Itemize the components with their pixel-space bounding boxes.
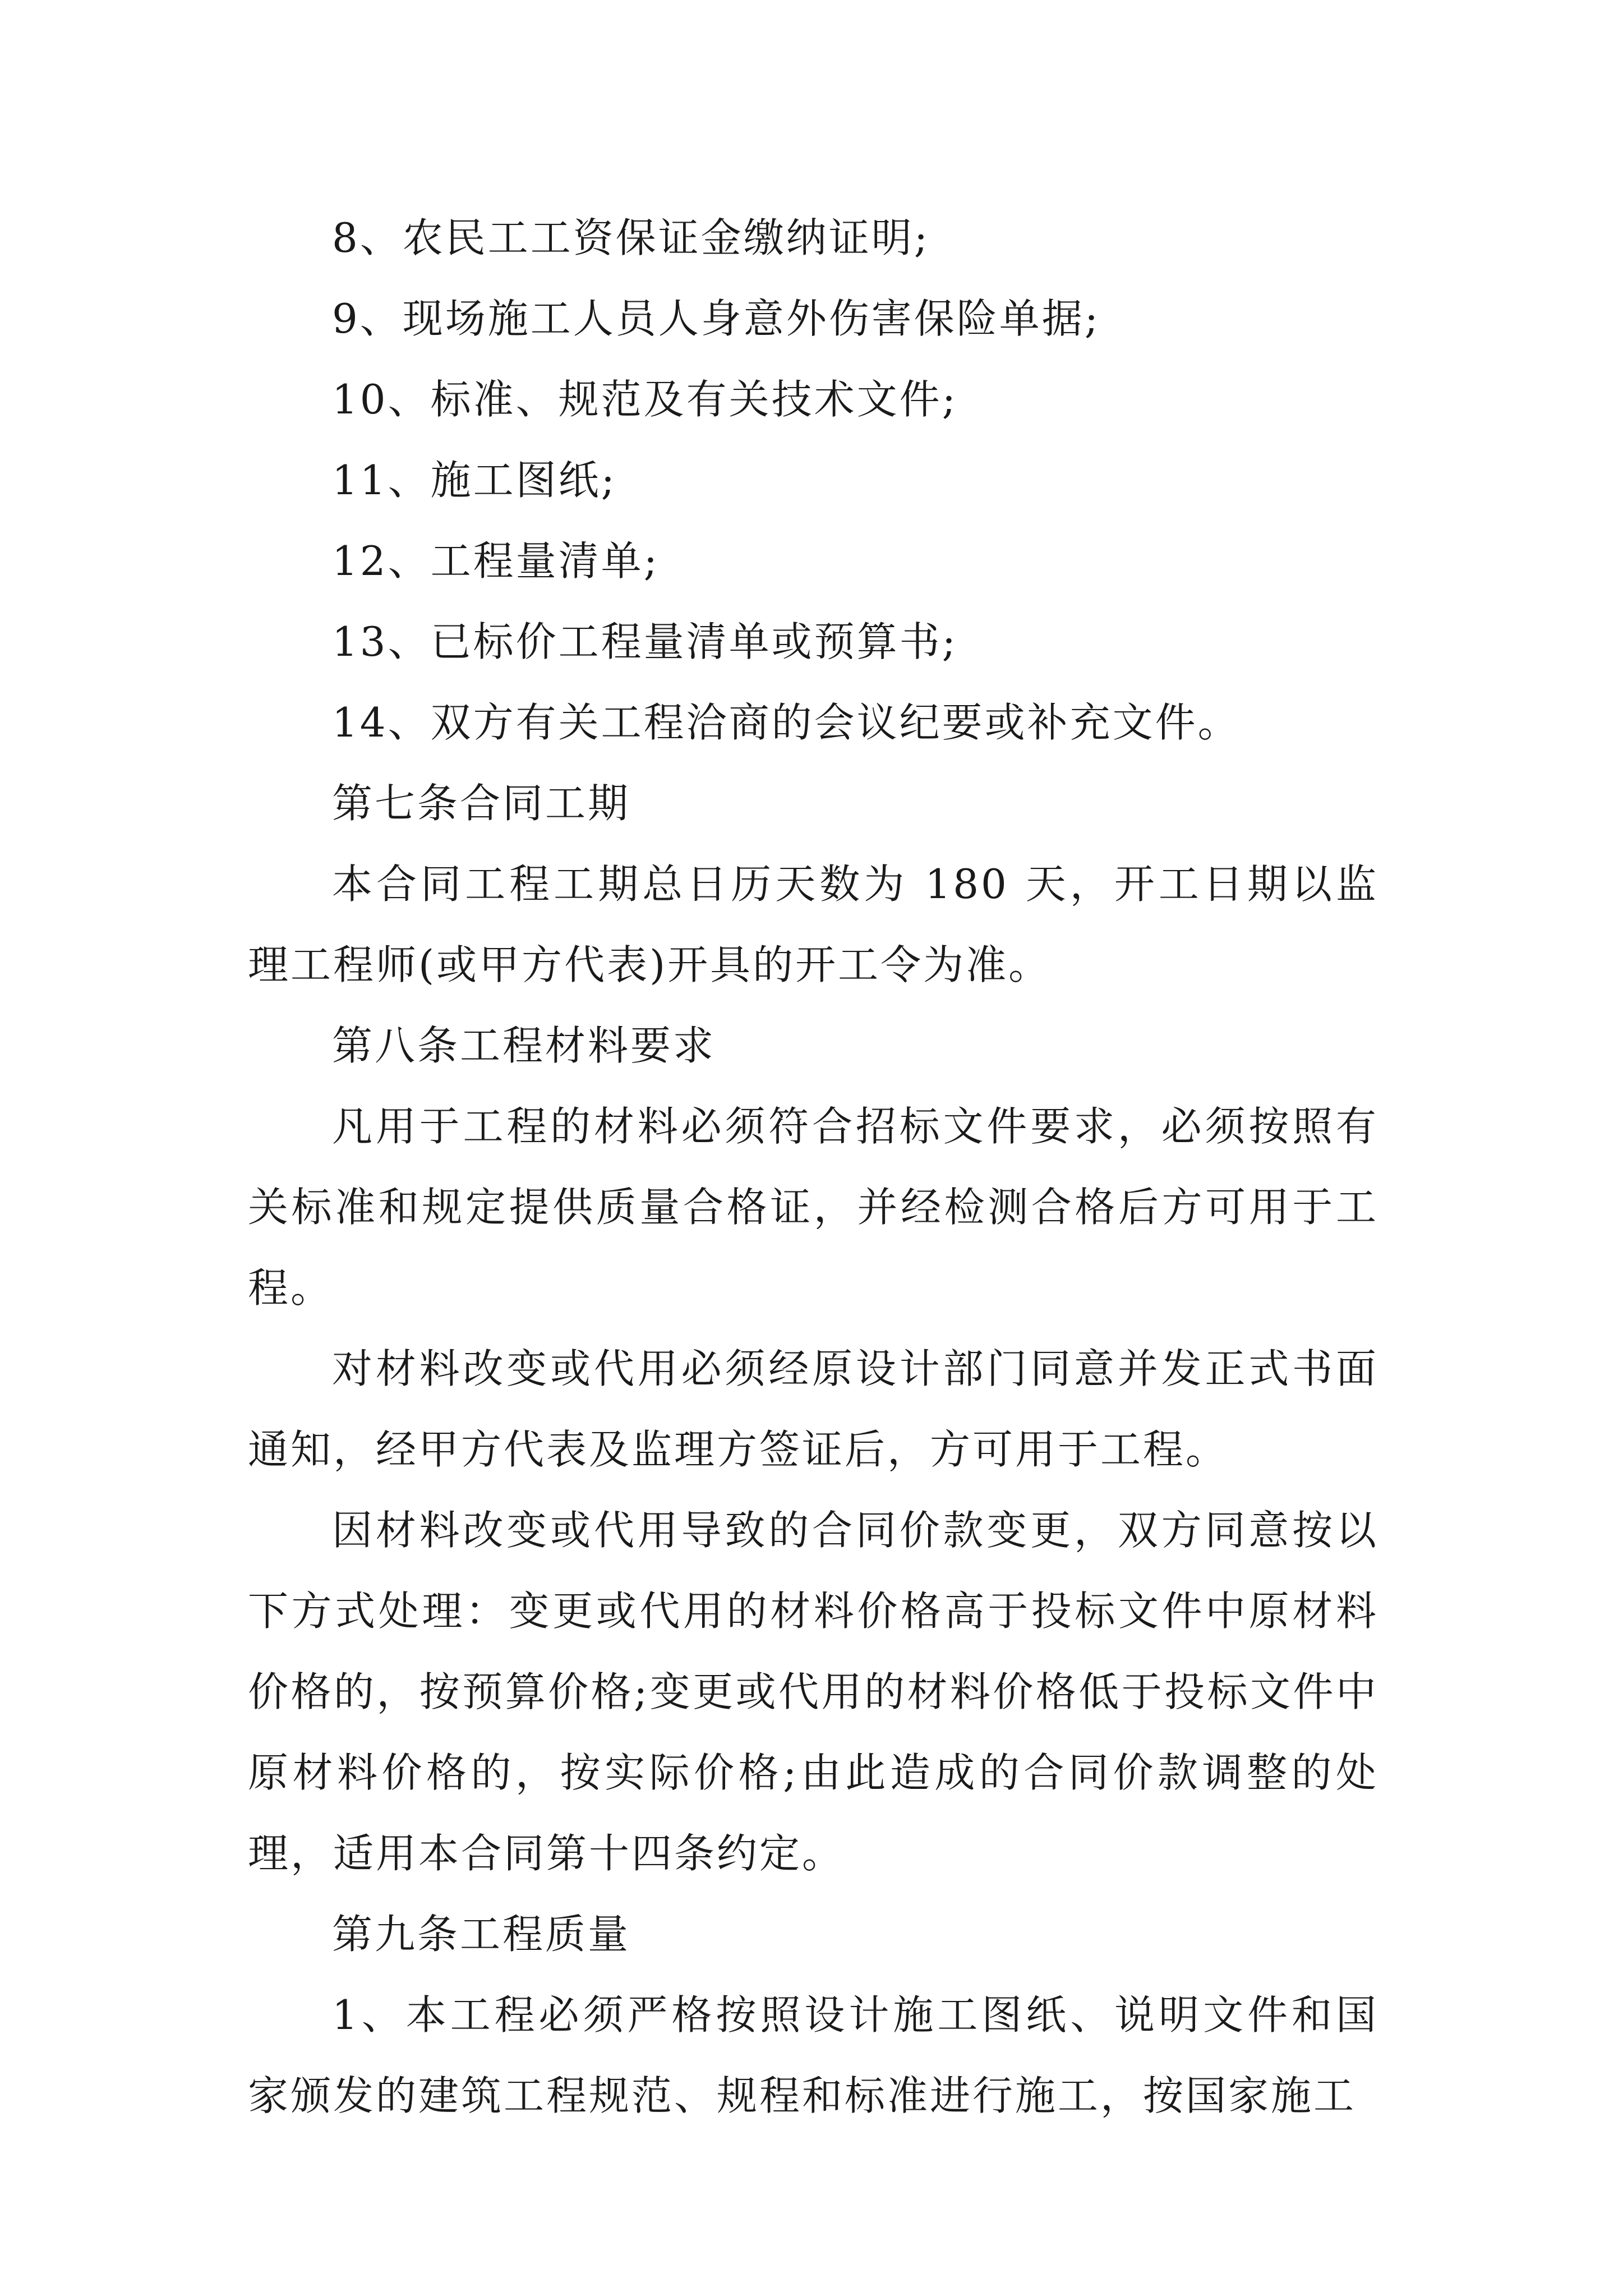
list-item: 10、标准、规范及有关技术文件;: [332, 376, 958, 423]
article9-paragraph-1: 1、本工程必须严格按照设计施工图纸、说明文件和国家颁发的建筑工程规范、规程和标准进行施工，按国家施工: [248, 1991, 1378, 2119]
article8-paragraph-3: 因材料改变或代用导致的合同价款变更，双方同意按以下方式处理：变更或代用的材料价格高于投标文件中原材料价格的，按预算价格;变更或代用的材料价格低于投标文件中原材料价格的，按实际价格;由此造成的合同价款调整的处理，适用本合同第十四条约定。: [248, 1507, 1378, 1877]
list-item: 13、已标价工程量清单或预算书;: [332, 618, 958, 665]
list-item: 11、施工图纸;: [332, 457, 617, 504]
article7-paragraph: 本合同工程工期总日历天数为 180 天，开工日期以监理工程师(或甲方代表)开具的开工令为准。: [248, 861, 1378, 988]
article7-heading: 第七条合同工期: [332, 780, 631, 827]
document-body: [248, 197, 1378, 2136]
list-item: 9、现场施工人员人身意外伤害保险单据;: [332, 295, 1101, 342]
article8-paragraph-1: 凡用于工程的材料必须符合招标文件要求，必须按照有关标准和规定提供质量合格证，并经检测合格后方可用于工程。: [248, 1103, 1378, 1312]
list-item: 8、农民工工资保证金缴纳证明;: [332, 214, 930, 261]
article8-paragraph-2: 对材料改变或代用必须经原设计部门同意并发正式书面通知，经甲方代表及监理方签证后，方可用于工程。: [248, 1345, 1378, 1473]
list-item: 12、工程量清单;: [332, 537, 660, 585]
article9-heading: 第九条工程质量: [332, 1911, 631, 1958]
list-item: 14、双方有关工程洽商的会议纪要或补充文件。: [332, 699, 1241, 746]
article8-heading: 第八条工程材料要求: [332, 1022, 716, 1069]
